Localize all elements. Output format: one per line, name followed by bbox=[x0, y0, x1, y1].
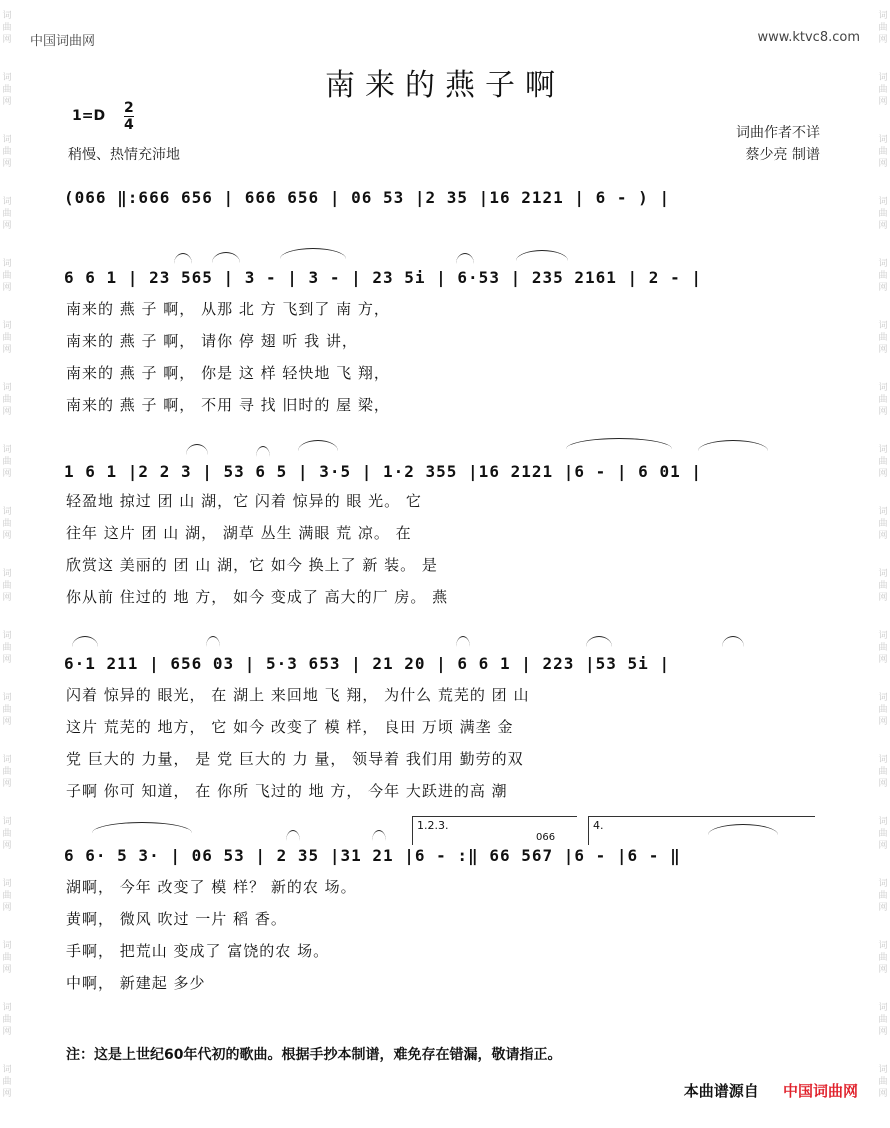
watermark-text: 词 曲 网 bbox=[878, 631, 888, 665]
watermark-text: 词 曲 网 bbox=[2, 941, 12, 975]
watermark-text: 词 曲 网 bbox=[878, 259, 888, 293]
lyric-line-2: 往年 这片 团 山 湖， 湖草 丛生 满眼 荒 凉。 在 bbox=[66, 524, 412, 542]
watermark-text: 词 曲 网 bbox=[2, 755, 12, 789]
site-url-right: www.ktvc8.com bbox=[757, 30, 860, 45]
watermark-text: 词 曲 网 bbox=[2, 693, 12, 727]
lyric-line-1: 湖啊， 今年 改变了 模 样？ 新的农 场。 bbox=[66, 878, 357, 896]
lyric-line-2: 黄啊， 微风 吹过 一片 稻 香。 bbox=[66, 910, 287, 928]
watermark-text: 词 曲 网 bbox=[2, 11, 12, 45]
slur-mark bbox=[372, 830, 386, 841]
source-credit bbox=[684, 1080, 858, 1101]
slur-mark bbox=[456, 253, 474, 264]
slur-mark bbox=[174, 253, 192, 264]
notation-line-intro: (066 ‖:666 656 | 666 656 | 06 53 |2 35 |16 2121 | 6 - ) | bbox=[64, 188, 671, 207]
watermark-text: 词 曲 网 bbox=[2, 135, 12, 169]
watermark-text: 词 曲 网 bbox=[2, 1003, 12, 1037]
watermark-text: 词 曲 网 bbox=[878, 197, 888, 231]
lyric-line-1: 南来的 燕 子 啊， 从那 北 方 飞到了 南 方， bbox=[66, 300, 390, 318]
slur-mark bbox=[206, 636, 220, 647]
notation-line-verse-c: 6·1 211 | 656 03 | 5·3 653 | 21 20 | 6 6 1 | 223 |53 5i | bbox=[64, 654, 671, 673]
lyric-line-4: 你从前 住过的 地 方， 如今 变成了 高大的厂 房。 燕 bbox=[66, 588, 449, 606]
time-signature bbox=[124, 100, 134, 133]
slur-mark bbox=[586, 636, 612, 647]
lyric-line-3: 党 巨大的 力量， 是 党 巨大的 力 量， 领导着 我们用 勤劳的双 bbox=[66, 750, 524, 768]
watermark-text: 词 曲 网 bbox=[2, 631, 12, 665]
watermark-text: 词 曲 网 bbox=[878, 941, 888, 975]
notation-line-ending: 6 6· 5 3· | 06 53 | 2 35 |31 21 |6 - :‖ 66 567 |6 - |6 - ‖ bbox=[64, 846, 681, 865]
notation-line-verse-a: 6 6 1 | 23 565 | 3 - | 3 - | 23 5i | 6·53 | 235 2161 | 2 - | bbox=[64, 268, 702, 287]
watermark-text: 词 曲 网 bbox=[878, 879, 888, 913]
time-signature-bottom: 4 bbox=[124, 117, 134, 133]
slur-mark bbox=[286, 830, 300, 841]
watermark-text: 词 曲 网 bbox=[878, 445, 888, 479]
slur-mark bbox=[72, 636, 98, 647]
watermark-text: 词 曲 网 bbox=[878, 817, 888, 851]
watermark-text: 词 曲 网 bbox=[2, 507, 12, 541]
volta-bracket-1: 1.2.3. bbox=[412, 816, 577, 845]
watermark-text: 词 曲 网 bbox=[878, 507, 888, 541]
tie-mark bbox=[698, 440, 768, 451]
lyric-line-4: 中啊， 新建起 多少 bbox=[66, 974, 206, 992]
song-title: 南来的燕子啊 bbox=[325, 68, 565, 103]
slur-mark bbox=[92, 822, 192, 833]
watermark-text: 词 曲 网 bbox=[2, 817, 12, 851]
watermark-text: 词 曲 网 bbox=[878, 1003, 888, 1037]
watermark-text: 词 曲 网 bbox=[2, 1065, 12, 1099]
expression-marking: 稍慢、热情充沛地 bbox=[68, 147, 180, 163]
watermark-text: 词 曲 网 bbox=[878, 73, 888, 107]
source-site-link[interactable]: 中国词曲网 bbox=[782, 1082, 858, 1100]
watermark-text: 词 曲 网 bbox=[878, 321, 888, 355]
slur-mark bbox=[256, 446, 270, 457]
slur-mark bbox=[566, 438, 672, 449]
footnote: 注：这是上世纪60年代初的歌曲。根据手抄本制谱，难免存在错漏，敬请指正。 bbox=[66, 1047, 562, 1063]
watermark-text: 词 曲 网 bbox=[2, 321, 12, 355]
arranger: 蔡少亮 制谱 bbox=[745, 147, 820, 163]
lyric-line-3: 欣赏这 美丽的 团 山 湖，它 如今 换上了 新 装。 是 bbox=[66, 556, 438, 574]
slur-mark bbox=[186, 444, 208, 455]
watermark-text: 词 曲 网 bbox=[878, 755, 888, 789]
lyric-line-4: 南来的 燕 子 啊， 不用 寻 找 旧时的 屋 梁， bbox=[66, 396, 390, 414]
source-label: 本曲谱源自 bbox=[683, 1082, 759, 1100]
slur-mark bbox=[212, 252, 240, 263]
lyric-line-1: 轻盈地 掠过 团 山 湖，它 闪着 惊异的 眼 光。 它 bbox=[66, 492, 422, 510]
watermark-text: 词 曲 网 bbox=[878, 569, 888, 603]
lyric-line-2: 这片 荒芜的 地方， 它 如今 改变了 模 样， 良田 万顷 满垄 金 bbox=[66, 718, 514, 736]
watermark-text: 词 曲 网 bbox=[2, 445, 12, 479]
watermark-text: 词 曲 网 bbox=[2, 383, 12, 417]
lyric-line-4: 子啊 你可 知道， 在 你所 飞过的 地 方， 今年 大跃进的高 潮 bbox=[66, 782, 508, 800]
volta-bracket-2: 4. bbox=[588, 816, 815, 845]
key-signature: 1=D bbox=[72, 108, 106, 124]
grace-notes: 066 bbox=[536, 832, 556, 843]
watermark-text: 词 曲 网 bbox=[878, 135, 888, 169]
watermark-text: 词 曲 网 bbox=[2, 569, 12, 603]
lyric-line-2: 南来的 燕 子 啊， 请你 停 翅 听 我 讲， bbox=[66, 332, 358, 350]
time-signature-top: 2 bbox=[124, 100, 134, 116]
watermark-text: 词 曲 网 bbox=[878, 693, 888, 727]
lyric-line-3: 南来的 燕 子 啊， 你是 这 样 轻快地 飞 翔， bbox=[66, 364, 390, 382]
notation-line-verse-b: 1 6 1 |2 2 3 | 53 6 5 | 3·5 | 1·2 355 |16 2121 |6 - | 6 01 | bbox=[64, 462, 702, 481]
watermark-text: 词 曲 网 bbox=[2, 197, 12, 231]
site-name-left: 中国词曲网 bbox=[30, 34, 96, 49]
tie-mark bbox=[280, 248, 346, 259]
watermark-text: 词 曲 网 bbox=[2, 73, 12, 107]
lyric-line-3: 手啊， 把荒山 变成了 富饶的农 场。 bbox=[66, 942, 330, 960]
watermark-text: 词 曲 网 bbox=[2, 259, 12, 293]
watermark-text: 词 曲 网 bbox=[878, 383, 888, 417]
watermark-text: 词 曲 网 bbox=[2, 879, 12, 913]
credits: 词曲作者不详 bbox=[736, 125, 820, 141]
left-watermark-strip bbox=[0, 0, 14, 1128]
lyric-line-1: 闪着 惊异的 眼光， 在 湖上 来回地 飞 翔， 为什么 荒芜的 团 山 bbox=[66, 686, 530, 704]
slur-mark bbox=[722, 636, 744, 647]
right-watermark-strip bbox=[876, 0, 890, 1128]
slur-mark bbox=[298, 440, 338, 451]
watermark-text: 词 曲 网 bbox=[878, 11, 888, 45]
watermark-text: 词 曲 网 bbox=[878, 1065, 888, 1099]
slur-mark bbox=[456, 636, 470, 647]
slur-mark bbox=[516, 250, 568, 261]
